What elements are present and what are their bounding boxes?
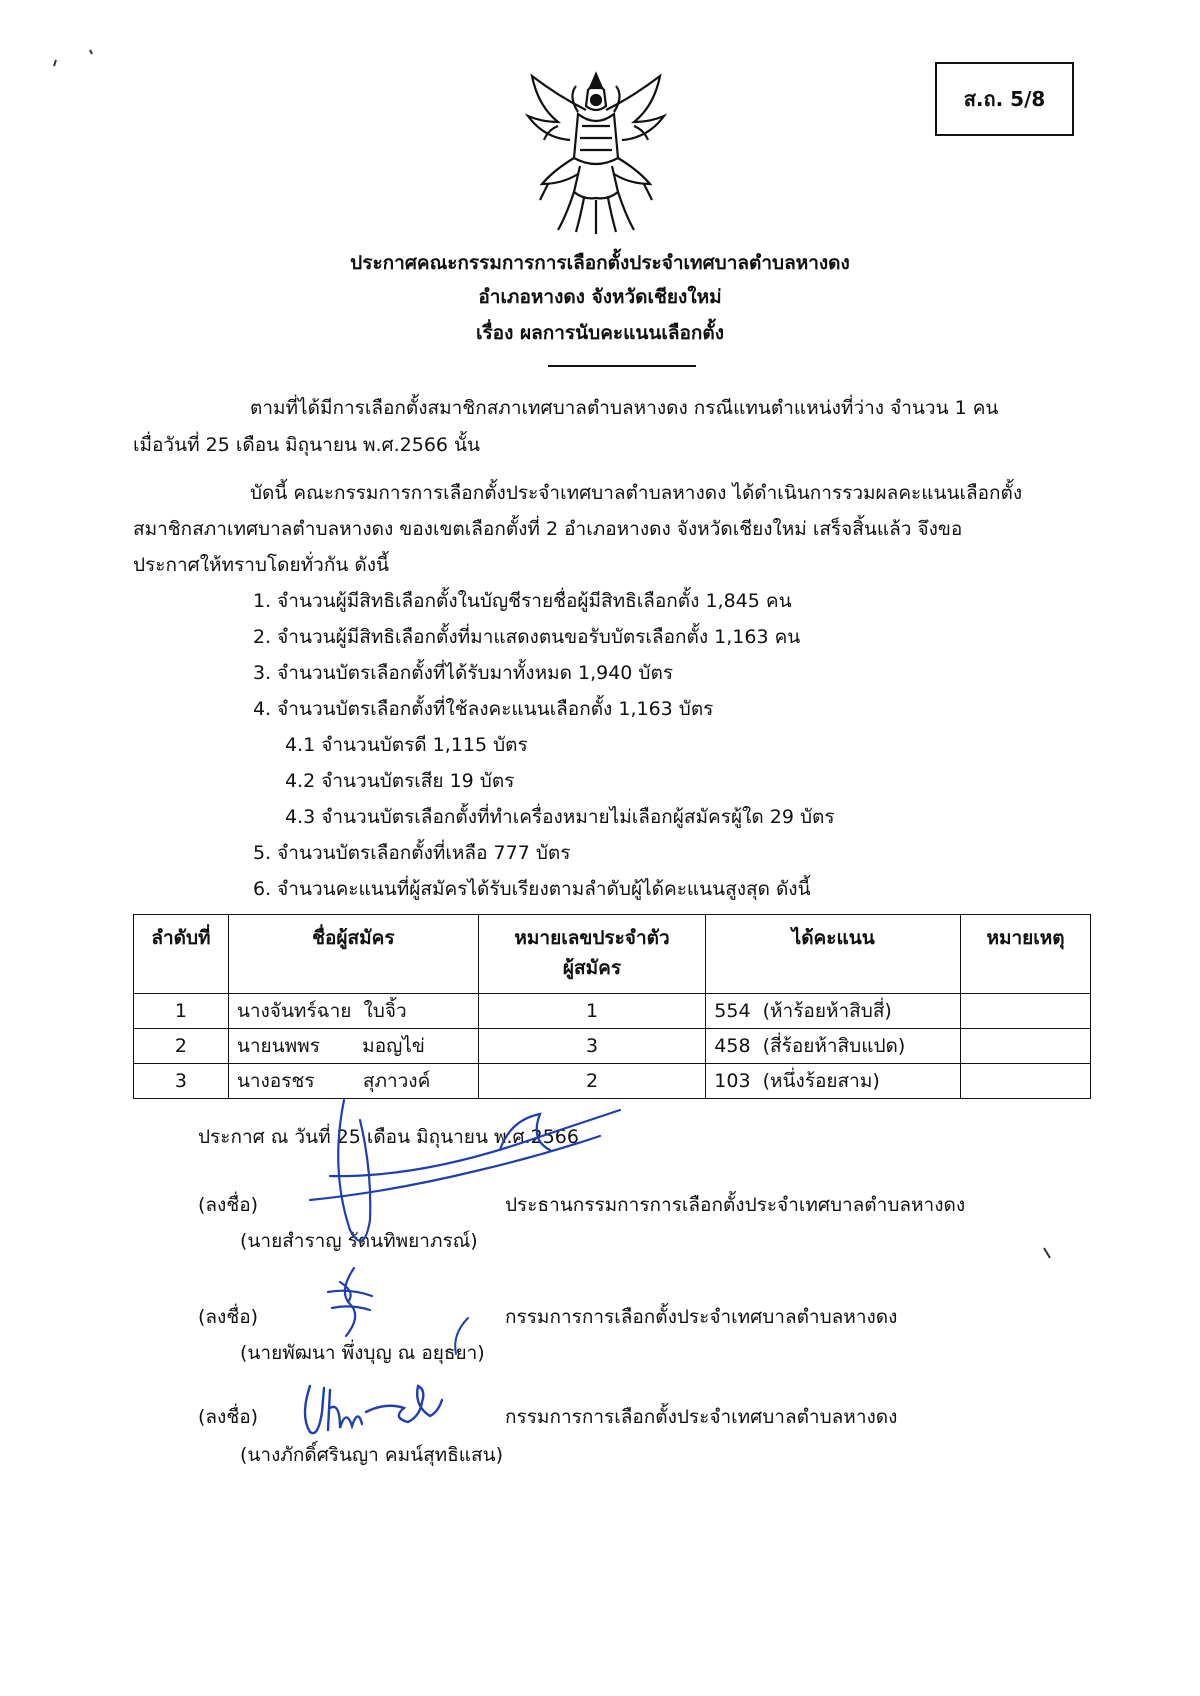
cell-number: 3 <box>478 1029 706 1064</box>
cell-note <box>961 1029 1091 1064</box>
sig3-title: กรรมการการเลือกตั้งประจำเทศบาลตำบลหางดง <box>505 1406 898 1428</box>
sig1-name: (นายสำราญ รัตนทิพยาภรณ์) <box>240 1230 478 1252</box>
cell-name: นางจันทร์ฉาย ใบจิ้ว <box>228 994 478 1029</box>
para2-line2: สมาชิกสภาเทศบาลตำบลหางดง ของเขตเลือกตั้งที่ 2 อำเภอหางดง จังหวัดเชียงใหม่ เสร็จสิ้นแล้ว จึงขอ <box>133 518 963 540</box>
sig2-name: (นายพัฒนา พึ่งบุญ ณ อยุธยา) <box>240 1342 485 1364</box>
form-code-box <box>935 62 1074 136</box>
table-row <box>134 994 1091 1029</box>
signature-2b-icon <box>444 1316 474 1356</box>
cell-name: นายนพพร มอญไข่ <box>228 1029 478 1064</box>
cell-rank: 3 <box>134 1064 229 1099</box>
table-header-row <box>134 915 1091 994</box>
cell-number: 1 <box>478 994 706 1029</box>
header-line1: ประกาศคณะกรรมการการเลือกตั้งประจำเทศบาลตำบลหางดง <box>350 252 850 274</box>
item-4-1: 4.1 จำนวนบัตรดี 1,115 บัตร <box>285 734 528 756</box>
cell-note <box>961 1064 1091 1099</box>
sig2-title: กรรมการการเลือกตั้งประจำเทศบาลตำบลหางดง <box>505 1306 898 1328</box>
col-header-number <box>478 915 706 994</box>
table-row <box>134 1029 1091 1064</box>
item-4-2: 4.2 จำนวนบัตรเสีย 19 บัตร <box>285 770 515 792</box>
col-header-name: ชื่อผู้สมัคร <box>228 915 478 994</box>
header-line2: อำเภอหางดง จังหวัดเชียงใหม่ <box>478 286 722 308</box>
para2-line1: บัดนี้ คณะกรรมการการเลือกตั้งประจำเทศบาลตำบลหางดง ได้ดำเนินการรวมผลคะแนนเลือกตั้ง <box>250 482 1023 504</box>
col-header-rank: ลำดับที่ <box>134 915 229 994</box>
item-4-3: 4.3 จำนวนบัตรเลือกตั้งที่ทำเครื่องหมายไม่เลือกผู้สมัครผู้ใด 29 บัตร <box>285 806 835 828</box>
cell-score: 458 (สี่ร้อยห้าสิบแปด) <box>706 1029 961 1064</box>
header-subject: เรื่อง ผลการนับคะแนนเลือกตั้ง <box>475 322 724 344</box>
item-2: 2. จำนวนผู้มีสิทธิเลือกตั้งที่มาแสดงตนขอรับบัตรเลือกตั้ง 1,163 คน <box>253 626 801 648</box>
para2-line3: ประกาศให้ทราบโดยทั่วกัน ดังนี้ <box>133 554 389 576</box>
scan-mark-icon <box>46 44 106 74</box>
garuda-emblem-icon <box>518 66 674 238</box>
col-header-number-l1: หมายเลขประจำตัว <box>514 927 670 949</box>
form-code: ส.ถ. 5/8 <box>963 87 1046 111</box>
cell-rank: 1 <box>134 994 229 1029</box>
cell-score: 554 (ห้าร้อยห้าสิบสี่) <box>706 994 961 1029</box>
scan-mark-icon <box>1040 1244 1056 1264</box>
cell-name: นางอรชร สุภาวงค์ <box>228 1064 478 1099</box>
col-header-note: หมายเหตุ <box>961 915 1091 994</box>
cell-score: 103 (หนึ่งร้อยสาม) <box>706 1064 961 1099</box>
subject-underline <box>548 365 696 367</box>
item-1: 1. จำนวนผู้มีสิทธิเลือกตั้งในบัญชีรายชื่อผู้มีสิทธิเลือกตั้ง 1,845 คน <box>253 590 792 612</box>
para1-line2: เมื่อวันที่ 25 เดือน มิถุนายน พ.ศ.2566 นั้น <box>133 434 481 456</box>
item-3: 3. จำนวนบัตรเลือกตั้งที่ได้รับมาทั้งหมด 1,940 บัตร <box>253 662 674 684</box>
sig3-label: (ลงชื่อ) <box>198 1406 259 1428</box>
sig1-title: ประธานกรรมการการเลือกตั้งประจำเทศบาลตำบลหางดง <box>505 1194 966 1216</box>
cell-number: 2 <box>478 1064 706 1099</box>
signature-1-icon <box>300 1080 630 1270</box>
signature-2-icon <box>310 1262 390 1342</box>
sig1-label: (ลงชื่อ) <box>198 1194 259 1216</box>
item-6: 6. จำนวนคะแนนที่ผู้สมัครได้รับเรียงตามลำดับผู้ได้คะแนนสูงสุด ดังนี้ <box>253 878 811 900</box>
col-header-score: ได้คะแนน <box>706 915 961 994</box>
para1-line1: ตามที่ได้มีการเลือกตั้งสมาชิกสภาเทศบาลตำบลหางดง กรณีแทนตำแหน่งที่ว่าง จำนวน 1 คน <box>250 397 999 419</box>
sig2-label: (ลงชื่อ) <box>198 1306 259 1328</box>
results-table <box>133 914 1091 1099</box>
cell-rank: 2 <box>134 1029 229 1064</box>
item-5: 5. จำนวนบัตรเลือกตั้งที่เหลือ 777 บัตร <box>253 842 571 864</box>
sig3-name: (นางภักดิ์ศรินญา คมน์สุทธิแสน) <box>240 1444 504 1466</box>
announce-date: ประกาศ ณ วันที่ 25 เดือน มิถุนายน พ.ศ.2566 <box>198 1126 579 1148</box>
cell-note <box>961 994 1091 1029</box>
signature-3-icon <box>296 1372 446 1442</box>
col-header-number-l2: ผู้สมัคร <box>562 957 622 979</box>
item-4: 4. จำนวนบัตรเลือกตั้งที่ใช้ลงคะแนนเลือกตั้ง 1,163 บัตร <box>253 698 714 720</box>
